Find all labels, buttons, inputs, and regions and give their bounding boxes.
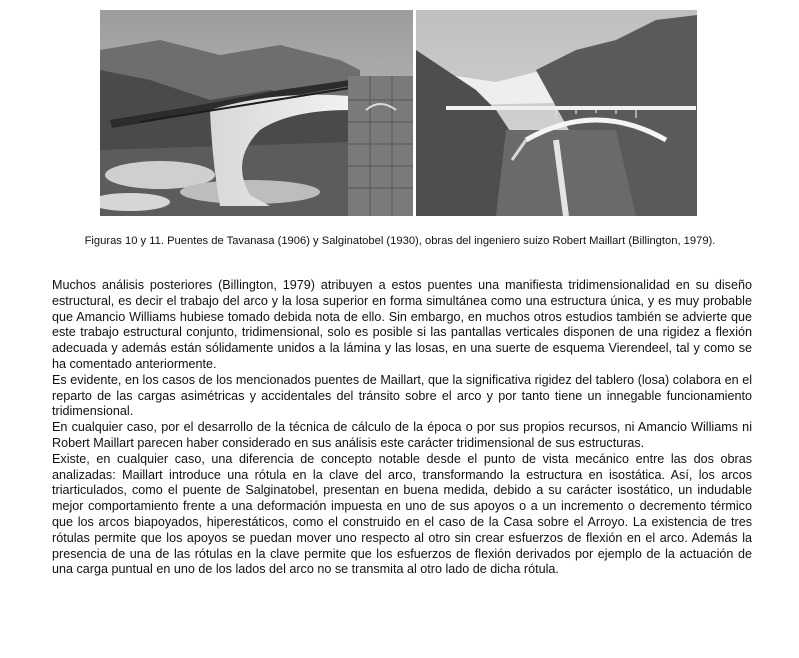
paragraph: Muchos análisis posteriores (Billington, 1979) atribuyen a estos puentes una manifiesta tridimensionalidad en su diseño estructural, es decir el trabajo del arco y la losa superior en forma simultánea como una estructura única, y es muy probable que Amancio Williams hubiese tomado debida nota de ello. Sin embargo, en muchos otros estudios también se advierte que este trabajo estructural conjunto, tridimensional, solo es posible si las pantallas verticales disponen de una rigidez a flexión adecuada y además están sólidamente unidos a la lámina y las losas, en una suerte de esquema Vierendeel, tal y como se ha comentado anteriormente. bbox=[52, 278, 752, 371]
paragraph: En cualquier caso, por el desarrollo de la técnica de cálculo de la época o por sus propios recursos, ni Amancio Williams ni Robert Maillart parecen haber considerado en sus análisis este carácter tridimensional de sus estructuras. bbox=[52, 420, 752, 450]
paragraph: Existe, en cualquier caso, una diferencia de concepto notable desde el punto de vista mecánico entre las dos obras analizadas: Maillart introduce una rótula en la clave del arco, transformando la estructura en isostática. Así, los arcos triarticulados, como el puente de Salginatobel, presentan en buena medida, debido a su carácter isostático, un indudable mejor comportamiento frente a una deformación impuesta en uno de sus apoyos o a un incremento o decremento térmico que los arcos biapoyados, hiperestáticos, como el construido en el caso de la Casa sobre el Arroyo. La existencia de tres rótulas permite que los apoyos se puedan mover uno respecto al otro sin crear esfuerzos de flexión en el arco. Además la presencia de una de las rótulas en la clave permite que los esfuerzos de flexión derivados por ejemplo de la actuación de una carga puntual en uno de los lados del arco no se transmita al otro lado de dicha rótula. bbox=[52, 451, 752, 577]
figure-caption: Figuras 10 y 11. Puentes de Tavanasa (1906) y Salginatobel (1930), obras del ingeniero suizo Robert Maillart (Billington, 1979). bbox=[84, 235, 716, 247]
body-text bbox=[52, 278, 752, 578]
paragraph: Es evidente, en los casos de los mencionados puentes de Maillart, que la significativa rigidez del tablero (losa) colabora en el reparto de las cargas asimétricas y accidentales del tránsito sobre el arco y por tanto tiene un innegable funcionamiento tridimensional. bbox=[52, 372, 752, 419]
photo-salginatobel-bridge bbox=[416, 10, 697, 216]
photo-tavanasa-bridge bbox=[100, 10, 413, 216]
